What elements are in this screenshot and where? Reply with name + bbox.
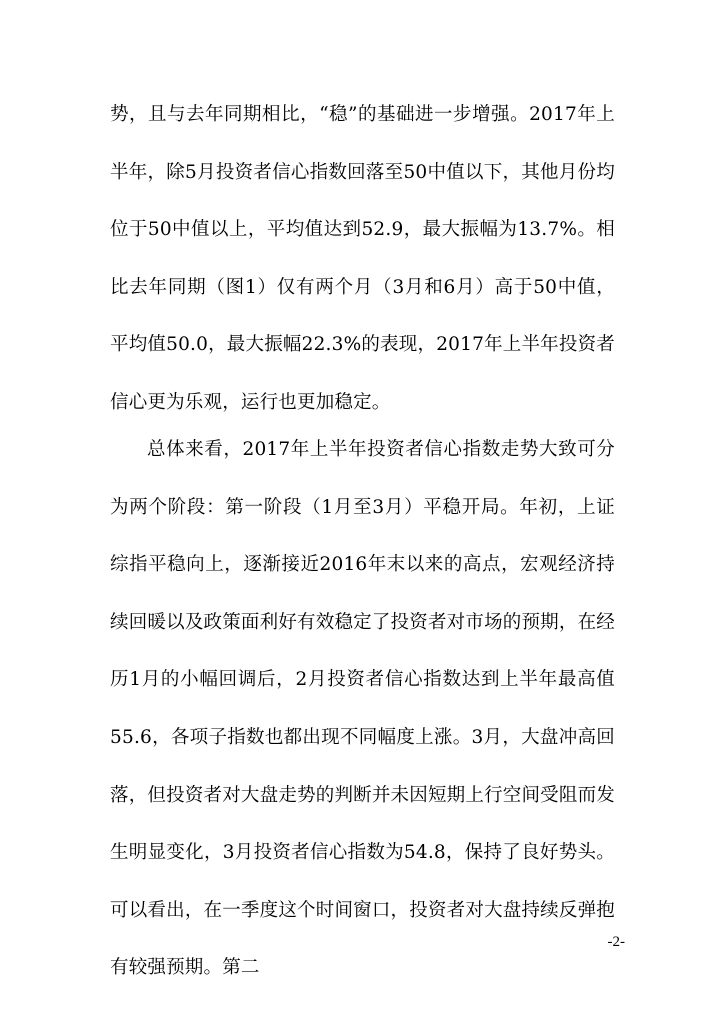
body-paragraph-1: 势，且与去年同期相比，“稳”的基础进一步增强。2017年上半年，除5月投资者信心指数回落至50中值以下，其他月份均位于50中值以上，平均值达到52.9，最大振幅为13.7%。相比去年同期（图1）仅有两个月（3月和6月）高于50中值，平均值50.0，最大振幅22.3%的表现，2017年上半年投资者信心更为乐观，运行也更加稳定。 bbox=[110, 104, 615, 413]
page-number: -2- bbox=[607, 934, 625, 950]
body-paragraph-2: 总体来看，2017年上半年投资者信心指数走势大致可分为两个阶段：第一阶段（1月至3月）平稳开局。年初，上证综指平稳向上，逐渐接近2016年末以来的高点，宏观经济持续回暖以及政策面利好有效稳定了投资者对市场的预期，在经历1月的小幅回调后，2月投资者信心指数达到上半年最高值55.6，各项子指数也都出现不同幅度上涨。3月，大盘冲高回落，但投资者对大盘走势的判断并未因短期上行空间受阻而发生明显变化，3月投资者信心指数为54.8，保持了良好势头。可以看出，在一季度这个时间窗口，投资者对大盘持续反弹抱有较强预期。第二 bbox=[110, 439, 615, 979]
